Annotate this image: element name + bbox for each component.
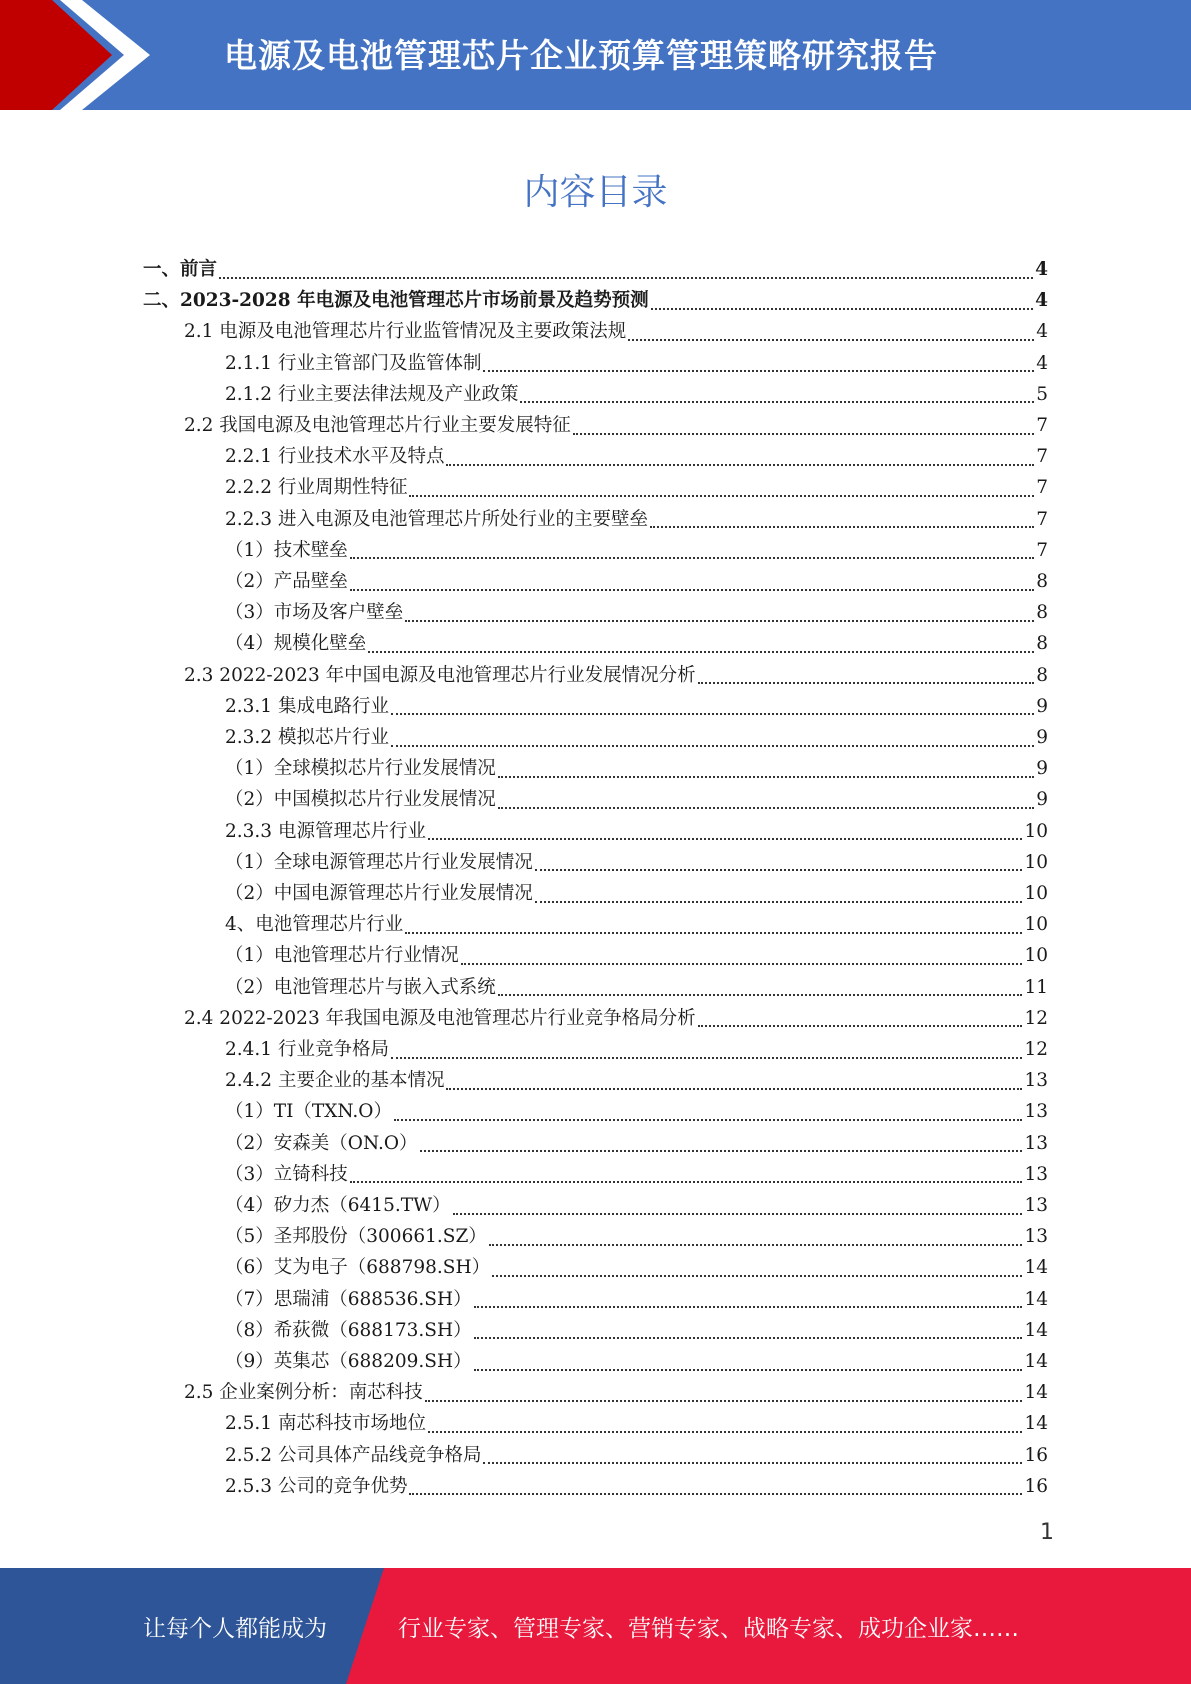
- toc-entry-text: 2.1.1 行业主管部门及监管体制: [225, 352, 482, 374]
- toc-entry[interactable]: [225, 1315, 1048, 1346]
- toc-entry[interactable]: [225, 472, 1048, 503]
- toc-entry[interactable]: [225, 1096, 1048, 1127]
- toc-entry-text: （2）安森美（ON.O）: [225, 1132, 418, 1154]
- toc-entry-page: 14: [1024, 1257, 1048, 1279]
- toc-entry-page: 7: [1036, 446, 1048, 468]
- toc-entry-page: 10: [1024, 914, 1048, 936]
- toc-leader-dots: [391, 1057, 1022, 1059]
- toc-entry-page: 9: [1036, 789, 1048, 811]
- toc-entry-text: （3）市场及客户壁垒: [225, 602, 404, 624]
- toc-entry-page: 8: [1036, 664, 1048, 686]
- toc-entry-page: 9: [1036, 695, 1048, 717]
- toc-entry-text: 2.1 电源及电池管理芯片行业监管情况及主要政策法规: [184, 321, 627, 343]
- toc-entry-text: 一、前言: [143, 259, 218, 280]
- toc-entry-page: 12: [1024, 1007, 1048, 1029]
- toc-leader-dots: [698, 682, 1035, 684]
- toc-entry[interactable]: [225, 878, 1048, 909]
- toc-entry-text: 2.5 企业案例分析：南芯科技: [184, 1382, 423, 1404]
- toc-leader-dots: [425, 1400, 1023, 1402]
- toc-leader-dots: [391, 745, 1034, 747]
- toc-entry-page: 8: [1036, 571, 1048, 592]
- toc-entry-text: 2.4 2022-2023 年我国电源及电池管理芯片行业竞争格局分析: [184, 1007, 696, 1029]
- toc-leader-dots: [394, 1119, 1022, 1121]
- toc-leader-dots: [350, 557, 1034, 559]
- toc-entry[interactable]: [225, 504, 1048, 535]
- toc-entry-text: 2.3.3 电源管理芯片行业: [225, 820, 426, 842]
- toc-entry[interactable]: [225, 1221, 1048, 1252]
- toc-heading: 内容目录: [523, 172, 668, 213]
- toc-entry-page: 10: [1024, 945, 1048, 967]
- toc-leader-dots: [698, 1025, 1023, 1027]
- toc-entry-text: （1）全球模拟芯片行业发展情况: [225, 758, 496, 780]
- toc-entry-page: 13: [1024, 1101, 1048, 1123]
- toc-entry-page: 11: [1024, 976, 1048, 998]
- toc-leader-dots: [483, 1462, 1022, 1464]
- toc-entry-page: 16: [1024, 1444, 1048, 1466]
- toc-leader-dots: [368, 651, 1034, 653]
- toc-entry-page: 14: [1024, 1319, 1048, 1341]
- toc-entry-text: 二、2023-2028 年电源及电池管理芯片市场前景及趋势预测: [143, 290, 649, 312]
- toc-entry-text: （9）英集芯（688209.SH）: [225, 1351, 472, 1372]
- toc-entry-text: （2）中国模拟芯片行业发展情况: [225, 789, 496, 811]
- toc-leader-dots: [474, 1369, 1023, 1371]
- toc-leader-dots: [492, 1275, 1022, 1277]
- toc-leader-dots: [350, 589, 1034, 591]
- toc-entry[interactable]: [225, 847, 1048, 878]
- toc-entry-page: 5: [1036, 383, 1048, 405]
- toc-entry[interactable]: [225, 597, 1048, 628]
- toc-leader-dots: [498, 776, 1034, 778]
- toc-entry[interactable]: [184, 316, 1048, 347]
- toc-entry-text: （1）全球电源管理芯片行业发展情况: [225, 851, 533, 873]
- toc-entry-text: （2）中国电源管理芯片行业发展情况: [225, 883, 533, 904]
- page-footer: [0, 1568, 1191, 1684]
- toc-entry-page: 16: [1024, 1475, 1048, 1497]
- toc-leader-dots: [350, 1181, 1023, 1183]
- toc-entry-text: （2）产品壁垒: [225, 571, 348, 592]
- toc-entry[interactable]: [225, 972, 1048, 1003]
- toc-entry-text: （4）矽力杰（6415.TW）: [225, 1195, 451, 1216]
- toc-entry-page: 10: [1024, 851, 1048, 873]
- toc-entry[interactable]: [225, 1408, 1048, 1439]
- toc-entry-page: 14: [1024, 1413, 1048, 1435]
- toc-entry[interactable]: [225, 1190, 1048, 1221]
- toc-entry[interactable]: [225, 566, 1048, 597]
- toc-leader-dots: [489, 1244, 1023, 1246]
- toc-entry-page: 10: [1024, 820, 1048, 842]
- toc-leader-dots: [650, 526, 1034, 528]
- toc-entry[interactable]: [225, 628, 1048, 659]
- toc-leader-dots: [474, 1306, 1023, 1308]
- toc-entry-page: 7: [1036, 508, 1048, 530]
- toc-entry[interactable]: [225, 535, 1048, 566]
- toc-entry-page: 9: [1036, 758, 1048, 780]
- toc-entry[interactable]: [143, 285, 1048, 316]
- toc-entry-page: 4: [1035, 290, 1048, 312]
- toc-entry[interactable]: [184, 660, 1048, 691]
- toc-entry[interactable]: [225, 1346, 1048, 1377]
- toc-entry[interactable]: [225, 1159, 1048, 1190]
- toc-entry[interactable]: [225, 1252, 1048, 1283]
- toc-leader-dots: [628, 339, 1034, 341]
- toc-entry[interactable]: [225, 816, 1048, 847]
- toc-entry[interactable]: [225, 753, 1048, 784]
- toc-leader-dots: [651, 308, 1034, 310]
- footer-slogan-right: 行业专家、管理专家、营销专家、战略专家、成功企业家……: [398, 1616, 1019, 1642]
- toc-entry-text: 2.2.3 进入电源及电池管理芯片所处行业的主要壁垒: [225, 508, 648, 530]
- toc-entry-text: （1）电池管理芯片行业情况: [225, 945, 459, 967]
- page-header: [0, 0, 1191, 110]
- toc-leader-dots: [498, 807, 1034, 809]
- toc-entry-text: 2.5.1 南芯科技市场地位: [225, 1413, 426, 1435]
- toc-entry[interactable]: [225, 1128, 1048, 1159]
- toc-entry-text: 2.3.2 模拟芯片行业: [225, 727, 389, 748]
- toc-leader-dots: [219, 277, 1033, 279]
- toc-leader-dots: [573, 433, 1034, 435]
- document-title: 电源及电池管理芯片企业预算管理策略研究报告: [224, 36, 938, 75]
- toc-entry[interactable]: [225, 1065, 1048, 1096]
- toc-leader-dots: [446, 464, 1034, 466]
- toc-entry-text: 2.2.1 行业技术水平及特点: [225, 446, 445, 468]
- toc-entry[interactable]: [184, 1003, 1048, 1034]
- toc-entry-page: 4: [1036, 352, 1048, 374]
- toc-entry[interactable]: [225, 940, 1048, 971]
- toc-entry[interactable]: [184, 1377, 1048, 1408]
- toc-entry-text: 2.4.2 主要企业的基本情况: [225, 1070, 445, 1092]
- toc-leader-dots: [474, 1337, 1023, 1339]
- toc-entry-page: 13: [1024, 1163, 1048, 1185]
- toc-entry-page: 12: [1024, 1039, 1048, 1060]
- toc-entry-page: 14: [1024, 1351, 1048, 1372]
- toc-leader-dots: [409, 1493, 1022, 1495]
- toc-entry-page: 9: [1036, 727, 1048, 748]
- toc-entry-page: 4: [1036, 321, 1048, 343]
- toc-leader-dots: [453, 1213, 1023, 1215]
- toc-entry-page: 8: [1036, 602, 1048, 624]
- toc-entry[interactable]: [225, 441, 1048, 472]
- toc-entry[interactable]: [225, 1471, 1048, 1502]
- toc-entry-page: 4: [1035, 259, 1048, 280]
- toc-entry-page: 13: [1024, 1195, 1048, 1216]
- toc-leader-dots: [446, 1088, 1022, 1090]
- toc-leader-dots: [483, 370, 1034, 372]
- toc-entry[interactable]: [225, 691, 1048, 722]
- toc-leader-dots: [498, 994, 1023, 996]
- toc-entry-text: 2.1.2 行业主要法律法规及产业政策: [225, 383, 519, 405]
- toc-entry-page: 7: [1036, 539, 1048, 561]
- toc-entry-text: 2.5.2 公司具体产品线竞争格局: [225, 1444, 482, 1466]
- toc-entry-page: 10: [1024, 883, 1048, 904]
- toc-entry-text: （1）技术壁垒: [225, 539, 348, 561]
- toc-entry-page: 8: [1036, 633, 1048, 655]
- toc-entry-text: 2.5.3 公司的竞争优势: [225, 1475, 408, 1497]
- toc-entry-text: 2.4.1 行业竞争格局: [225, 1039, 389, 1060]
- toc-entry[interactable]: [225, 1284, 1048, 1315]
- toc-entry-text: 2.3.1 集成电路行业: [225, 695, 389, 717]
- toc-leader-dots: [461, 963, 1023, 965]
- toc-entry-text: （6）艾为电子（688798.SH）: [225, 1257, 491, 1279]
- toc-leader-dots: [409, 495, 1034, 497]
- toc-leader-dots: [428, 1431, 1022, 1433]
- toc-entry-page: 7: [1036, 477, 1048, 499]
- toc-entry-text: （7）思瑞浦（688536.SH）: [225, 1288, 472, 1310]
- toc-entry[interactable]: [225, 784, 1048, 815]
- toc-entry-text: （3）立锜科技: [225, 1163, 348, 1185]
- toc-entry[interactable]: [184, 410, 1048, 441]
- toc-entry-text: （4）规模化壁垒: [225, 633, 367, 655]
- toc-leader-dots: [405, 932, 1022, 934]
- toc-entry[interactable]: [225, 1440, 1048, 1471]
- toc-entry-page: 14: [1024, 1382, 1048, 1404]
- toc-entry-page: 7: [1036, 415, 1048, 436]
- toc-entry[interactable]: [225, 909, 1048, 940]
- toc-entry-page: 13: [1024, 1132, 1048, 1154]
- toc-entry[interactable]: [225, 348, 1048, 379]
- toc-entry[interactable]: [225, 1034, 1048, 1065]
- page-number: 1: [1040, 1520, 1054, 1545]
- toc-leader-dots: [405, 620, 1034, 622]
- toc-entry[interactable]: [225, 379, 1048, 410]
- toc-entry-text: 2.2 我国电源及电池管理芯片行业主要发展特征: [184, 415, 571, 436]
- toc-leader-dots: [420, 1150, 1023, 1152]
- toc-entry-text: （2）电池管理芯片与嵌入式系统: [225, 976, 496, 998]
- header-chevron-icon: [0, 0, 160, 110]
- toc-entry-page: 14: [1024, 1288, 1048, 1310]
- toc-leader-dots: [428, 838, 1022, 840]
- toc-leader-dots: [391, 713, 1034, 715]
- toc-leader-dots: [520, 401, 1034, 403]
- toc-entry[interactable]: [225, 722, 1048, 753]
- toc-entry-text: （1）TI（TXN.O）: [225, 1101, 392, 1123]
- footer-slogan-left: 让每个人都能成为: [143, 1616, 327, 1642]
- toc-leader-dots: [535, 869, 1023, 871]
- toc-entry-text: （5）圣邦股份（300661.SZ）: [225, 1226, 487, 1248]
- toc-leader-dots: [535, 901, 1023, 903]
- toc-entry-text: 4、电池管理芯片行业: [225, 914, 404, 936]
- toc-entry-text: 2.3 2022-2023 年中国电源及电池管理芯片行业发展情况分析: [184, 664, 696, 686]
- toc-entry-text: （8）希荻微（688173.SH）: [225, 1319, 472, 1341]
- toc-entry-text: 2.2.2 行业周期性特征: [225, 477, 408, 499]
- toc-entry-page: 13: [1024, 1070, 1048, 1092]
- toc-entry[interactable]: [143, 254, 1048, 285]
- toc-entry-page: 13: [1024, 1226, 1048, 1248]
